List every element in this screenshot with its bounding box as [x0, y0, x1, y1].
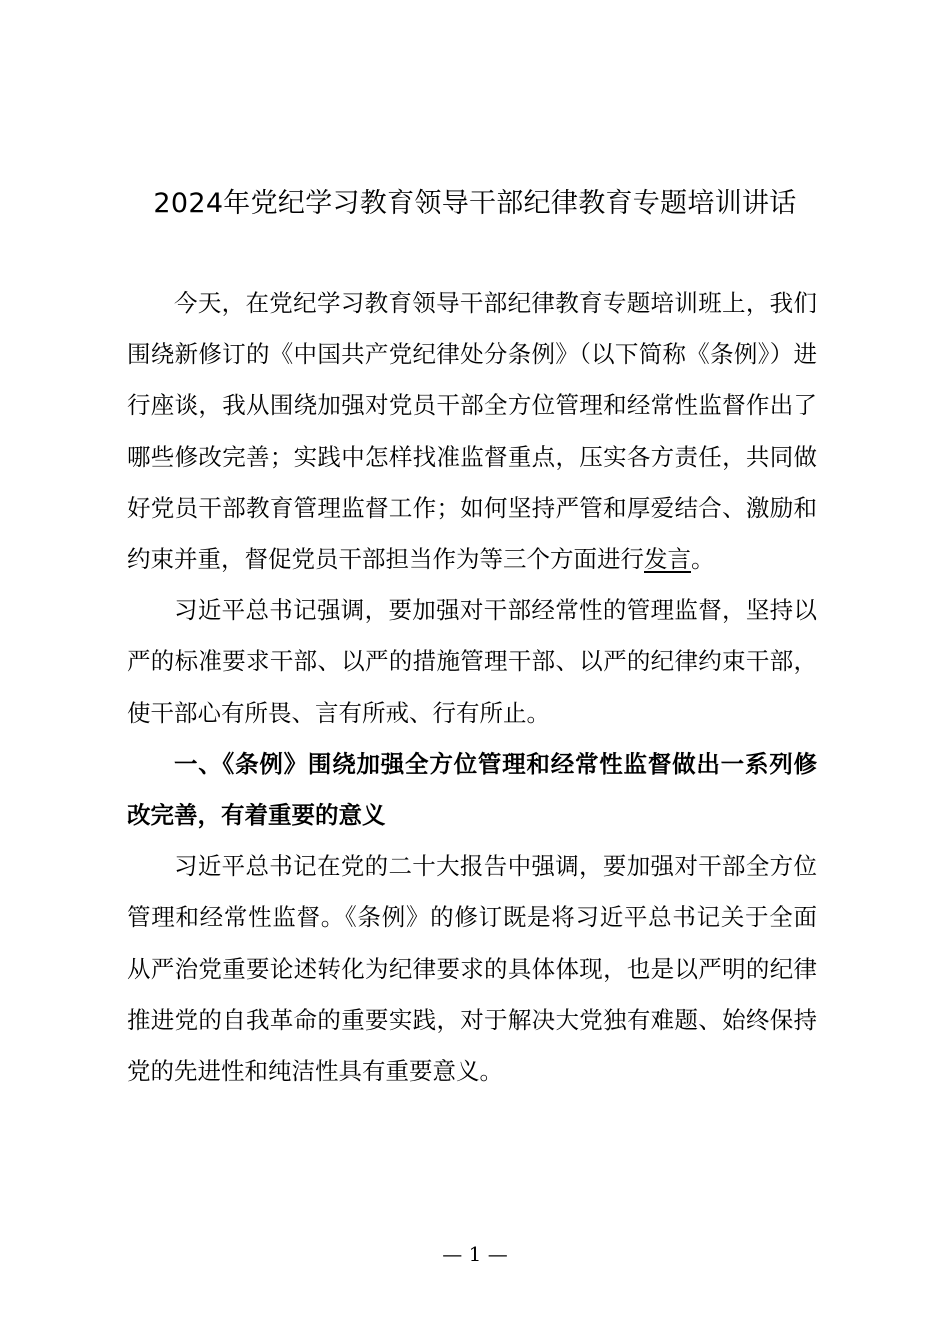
section-heading-1: 一、《条例》围绕加强全方位管理和经常性监督做出一系列修改完善，有着重要的意义 [127, 749, 817, 830]
underlined-word: 发言 [644, 545, 691, 574]
document-body [127, 278, 817, 1097]
paragraph-quote: 习近平总书记强调，要加强对干部经常性的管理监督，坚持以严的标准要求干部、以严的措施管理干部、以严的纪律约束干部，使干部心有所畏、言有所戒、行有所止。 [127, 596, 817, 727]
paragraph-intro-text: 今天，在党纪学习教育领导干部纪律教育专题培训班上，我们围绕新修订的《中国共产党纪律处分条例》（以下简称《条例》）进行座谈，我从围绕加强对党员干部全方位管理和经常性监督作出了哪些修改完善；实践中怎样找准监督重点，压实各方责任，共同做好党员干部教育管理监督工作；如何坚持严管和厚爱结合、激励和约束并重，督促党员干部担当作为等三个方面进行 [127, 289, 817, 574]
paragraph-section-1: 习近平总书记在党的二十大报告中强调，要加强对干部全方位管理和经常性监督。《条例》的修订既是将习近平总书记关于全面从严治党重要论述转化为纪律要求的具体体现，也是以严明的纪律推进党的自我革命的重要实践，对于解决大党独有难题、始终保持党的先进性和纯洁性具有重要意义。 [127, 852, 817, 1086]
paragraph-intro [127, 278, 817, 585]
document-title: 2024年党纪学习教育领导干部纪律教育专题培训讲话 [153, 188, 797, 219]
paragraph-intro-end: 。 [691, 545, 715, 574]
page-number: — 1 — [442, 1242, 508, 1266]
